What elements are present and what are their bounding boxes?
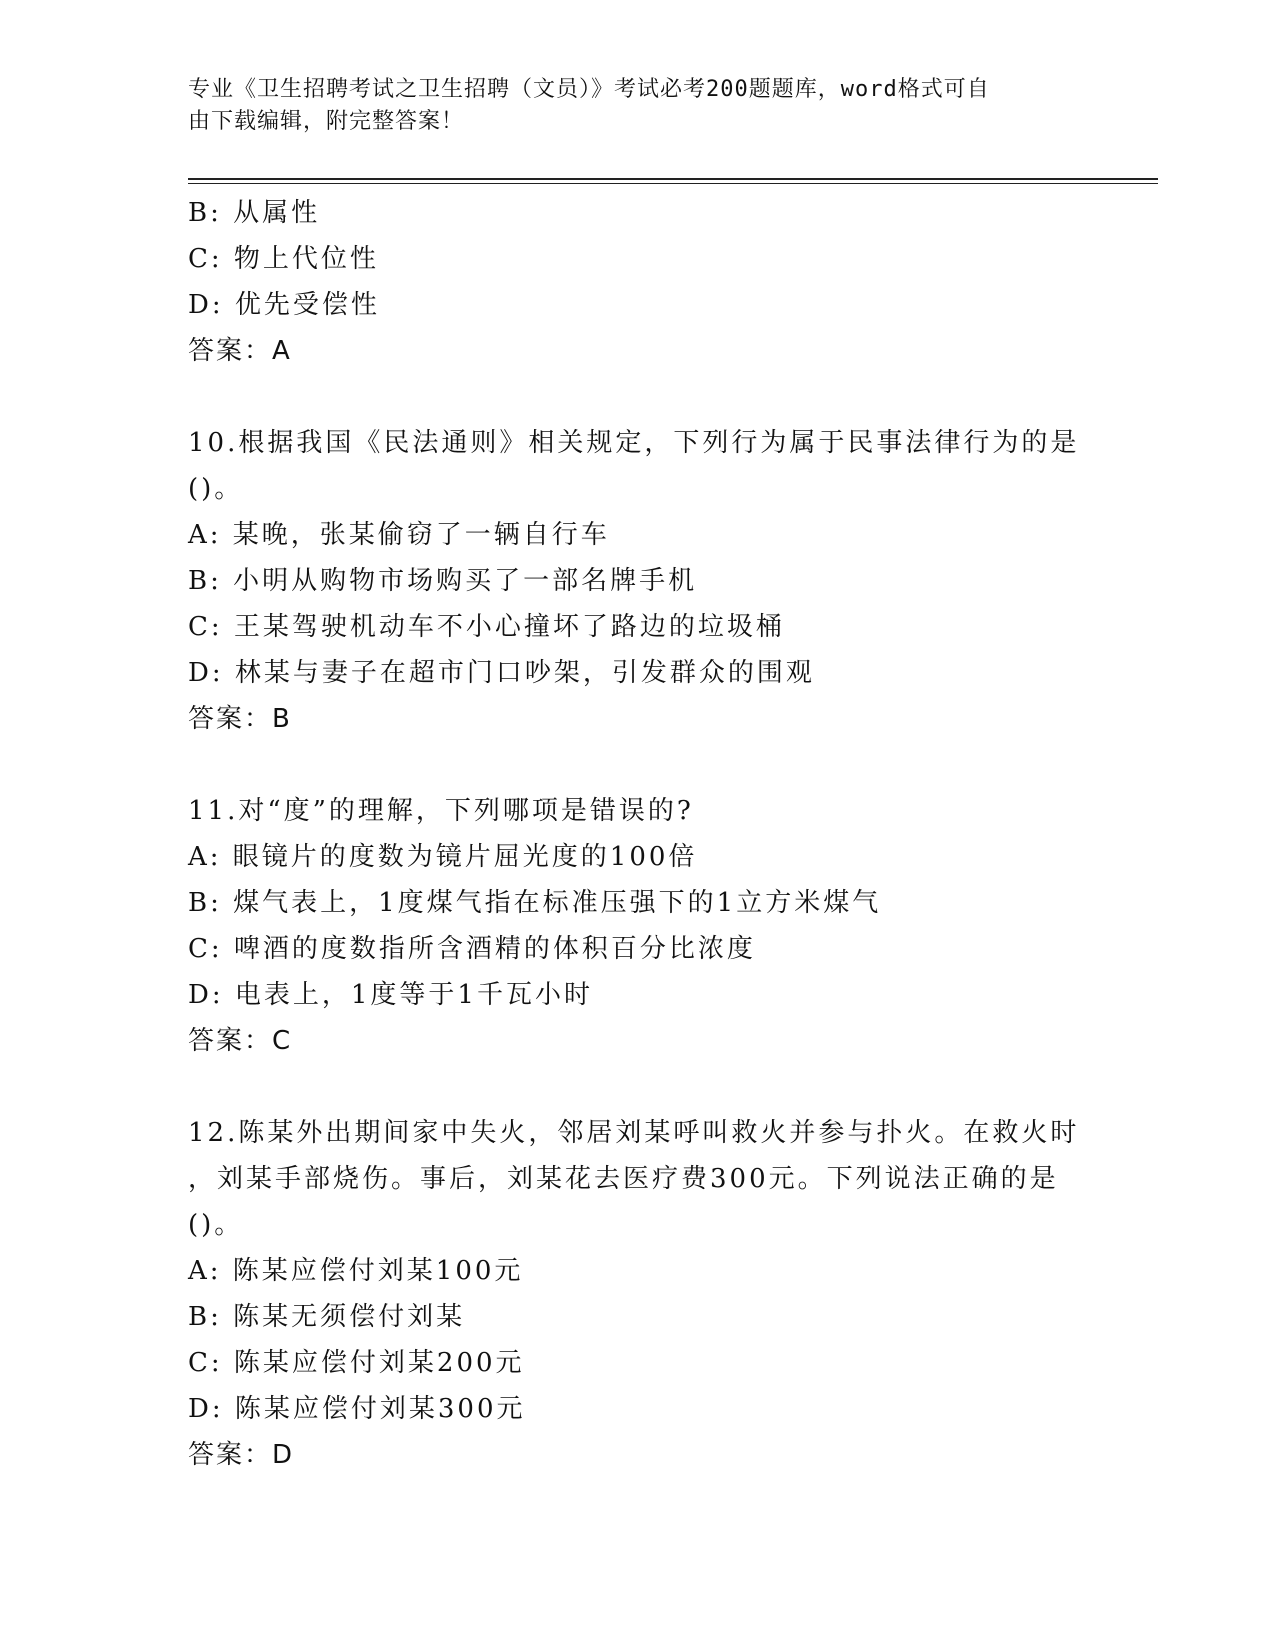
- spacer: [188, 742, 1088, 788]
- answer: 答案：D: [188, 1440, 295, 1470]
- question-12: [188, 1110, 1088, 1478]
- answer: 答案：A: [188, 336, 292, 366]
- option-b: B: 小明从购物市场购买了一部名牌手机: [188, 566, 698, 596]
- spacer: [188, 374, 1088, 420]
- question-stem-continued: ()。: [188, 474, 244, 504]
- answer: 答案：B: [188, 704, 292, 734]
- option-c: C: 王某驾驶机动车不小心撞坏了路边的垃圾桶: [188, 612, 785, 642]
- option-c: C: 啤酒的度数指所含酒精的体积百分比浓度: [188, 934, 756, 964]
- option-b: B: 从属性: [188, 198, 321, 228]
- option-c: C: 物上代位性: [188, 244, 379, 274]
- question-9: [188, 190, 1088, 374]
- answer: 答案：C: [188, 1026, 293, 1056]
- document-body: [188, 190, 1088, 1478]
- question-stem: 11.对“度”的理解，下列哪项是错误的?: [188, 796, 694, 826]
- question-stem-continued: ()。: [188, 1210, 244, 1240]
- option-d: D: 电表上，1度等于1千瓦小时: [188, 980, 593, 1010]
- header-line-1: 专业《卫生招聘考试之卫生招聘（文员）》考试必考200题题库，word格式可自: [188, 77, 990, 102]
- document-header: [188, 74, 1088, 138]
- question-stem: 10.根据我国《民法通则》相关规定，下列行为属于民事法律行为的是: [188, 428, 1080, 458]
- option-a: A: 某晚，张某偷窃了一辆自行车: [188, 520, 610, 550]
- option-b: B: 陈某无须偿付刘某: [188, 1302, 466, 1332]
- option-c: C: 陈某应偿付刘某200元: [188, 1348, 525, 1378]
- option-d: D: 陈某应偿付刘某300元: [188, 1394, 526, 1424]
- question-stem-continued: ，刘某手部烧伤。事后，刘某花去医疗费300元。下列说法正确的是: [188, 1164, 1059, 1194]
- header-rule-thick: [188, 178, 1158, 180]
- question-10: [188, 420, 1088, 742]
- option-d: D: 优先受偿性: [188, 290, 380, 320]
- question-11: [188, 788, 1088, 1064]
- header-rule-thin: [188, 183, 1158, 184]
- spacer: [188, 1064, 1088, 1110]
- header-line-2: 由下载编辑，附完整答案！: [188, 109, 465, 134]
- question-stem: 12.陈某外出期间家中失火，邻居刘某呼叫救火并参与扑火。在救火时: [188, 1118, 1080, 1148]
- option-d: D: 林某与妻子在超市门口吵架，引发群众的围观: [188, 658, 815, 688]
- option-a: A: 陈某应偿付刘某100元: [188, 1256, 524, 1286]
- option-a: A: 眼镜片的度数为镜片屈光度的100倍: [188, 842, 698, 872]
- option-b: B: 煤气表上，1度煤气指在标准压强下的1立方米煤气: [188, 888, 882, 918]
